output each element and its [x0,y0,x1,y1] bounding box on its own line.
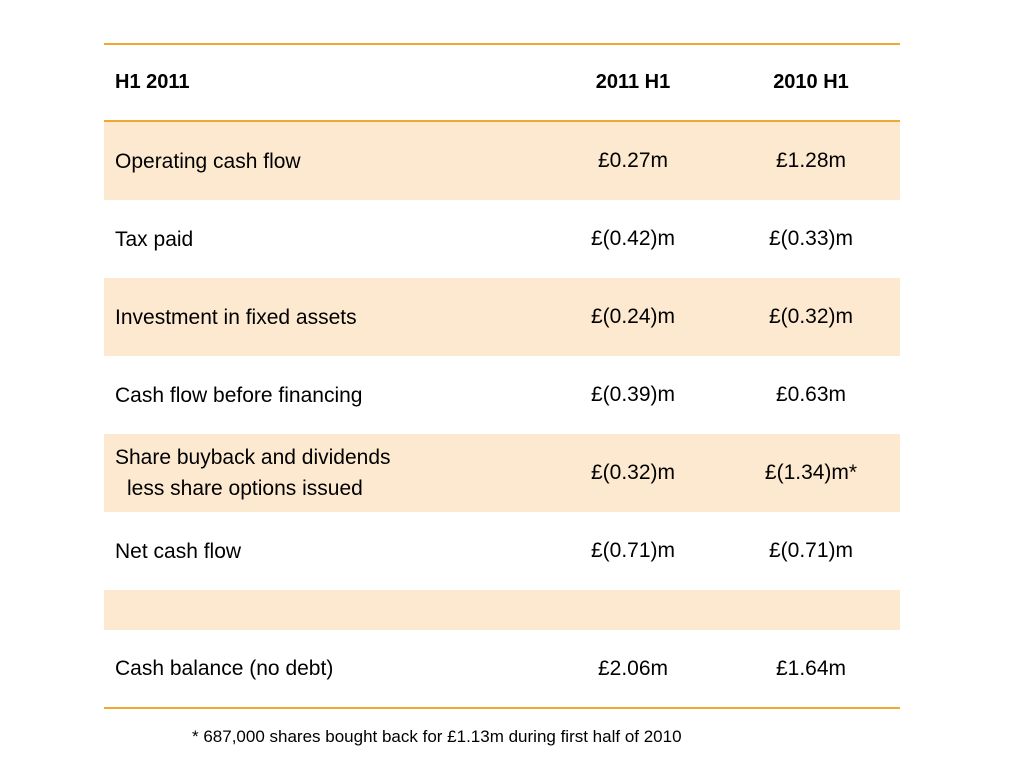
cash-flow-table [104,43,900,709]
row-label: Investment in fixed assets [115,305,357,329]
row-label [104,442,544,504]
header-col-2011: 2011 H1 [595,71,671,93]
value-2011: £(0.24)m [590,305,676,328]
value-2010: £(0.33)m [768,227,854,250]
value-2011: £(0.39)m [590,383,676,406]
table-row-cash-flow-before-financing [104,356,900,434]
row-label-line-1: Share buyback and dividends [115,446,391,469]
header-label: H1 2011 [115,71,190,93]
row-label: Net cash flow [115,539,242,563]
header-col-2010: 2010 H1 [773,71,849,93]
row-label: Cash balance (no debt) [115,657,334,680]
table-row-investment-fixed-assets [104,278,900,356]
value-2010: £1.28m [775,149,847,172]
table-row-net-cash-flow [104,512,900,590]
table-row-operating-cash-flow [104,122,900,200]
table-row-share-buyback [104,434,900,512]
row-label-line-2: less share options issued [127,477,363,500]
row-label: Cash flow before financing [115,383,363,407]
row-label: Operating cash flow [115,149,301,173]
table-row-tax-paid [104,200,900,278]
value-2011: £(0.32)m [590,461,676,484]
value-2011: £2.06m [597,656,669,680]
row-label: Tax paid [115,227,194,251]
footnote: * 687,000 shares bought back for £1.13m during first half of 2010 [192,727,682,746]
value-2010: £(0.71)m [768,539,854,562]
value-2011: £(0.42)m [590,227,676,250]
value-2010: £0.63m [775,383,847,406]
value-2010: £(1.34)m* [764,461,858,484]
value-2010: £1.64m [775,656,847,680]
table-header-row [104,45,900,122]
value-2011: £(0.71)m [590,539,676,562]
table-row-cash-balance [104,630,900,707]
table-row-spacer [104,590,900,630]
value-2010: £(0.32)m [768,305,854,328]
value-2011: £0.27m [597,149,669,172]
